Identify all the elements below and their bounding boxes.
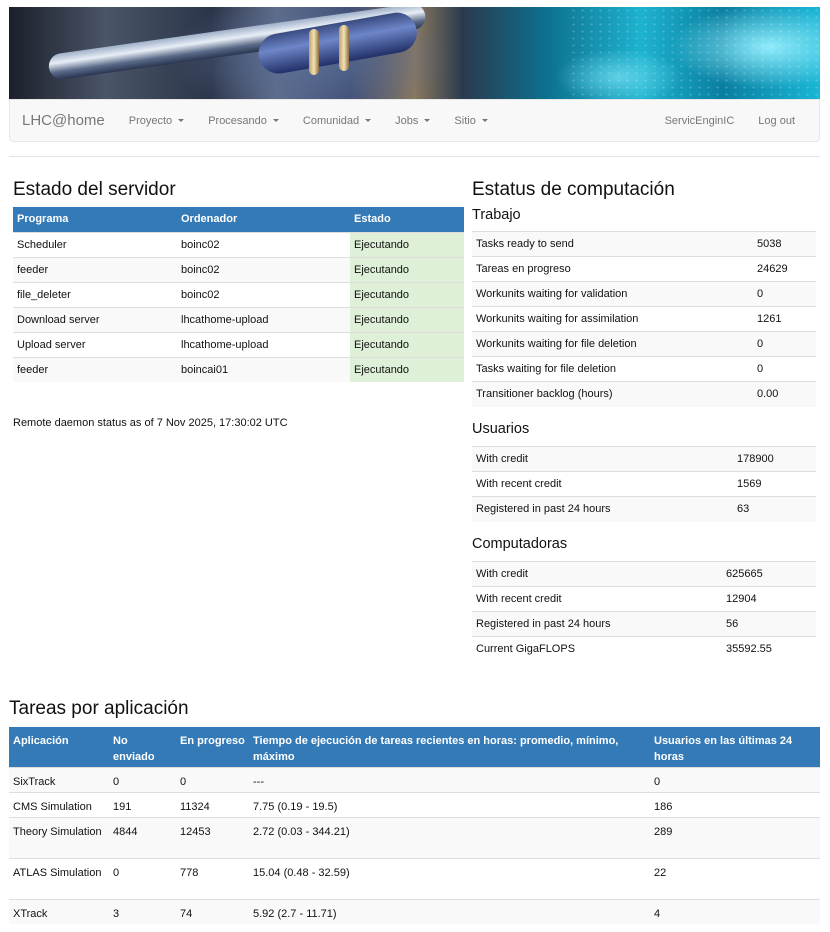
computadoras-title: Computadoras xyxy=(472,536,568,552)
status-badge: Ejecutando xyxy=(350,332,464,357)
status-badge: Ejecutando xyxy=(350,282,464,307)
table-row xyxy=(9,817,820,858)
table-row xyxy=(472,587,816,612)
table-row xyxy=(472,382,816,407)
stat-label: Tasks waiting for file deletion xyxy=(472,357,753,382)
runtime-stats: 5.92 (2.7 - 11.71) xyxy=(249,899,650,924)
table-row xyxy=(472,562,816,587)
server-status-title: Estado del servidor xyxy=(13,179,176,200)
table-row xyxy=(13,307,464,332)
column-header: No enviado xyxy=(109,727,176,767)
stat-label: Tasks ready to send xyxy=(472,232,753,257)
table-row xyxy=(9,899,820,924)
unsent-count: 0 xyxy=(109,858,176,899)
table-row xyxy=(13,357,464,382)
stat-value: 24629 xyxy=(753,257,816,282)
stat-label: Registered in past 24 hours xyxy=(472,612,722,637)
usuarios-table xyxy=(472,446,816,522)
menu-proyecto[interactable]: Proyecto xyxy=(117,115,196,127)
program-name: Download server xyxy=(13,307,177,332)
unsent-count: 0 xyxy=(109,767,176,792)
runtime-stats: 7.75 (0.19 - 19.5) xyxy=(249,792,650,817)
table-row xyxy=(472,257,816,282)
stat-label: Registered in past 24 hours xyxy=(472,497,733,522)
status-badge: Ejecutando xyxy=(350,257,464,282)
stat-label: With recent credit xyxy=(472,472,733,497)
stat-value: 625665 xyxy=(722,562,816,587)
app-name: ATLAS Simulation xyxy=(9,858,109,899)
column-header: En progreso xyxy=(176,727,249,767)
navbar xyxy=(9,99,820,142)
status-badge: Ejecutando xyxy=(350,357,464,382)
table-row xyxy=(472,332,816,357)
stat-label: With credit xyxy=(472,447,733,472)
computadoras-table xyxy=(472,561,816,662)
program-name: feeder xyxy=(13,357,177,382)
stat-value: 63 xyxy=(733,497,816,522)
computing-status-title: Estatus de computación xyxy=(472,179,675,200)
status-badge: Ejecutando xyxy=(350,232,464,257)
table-row xyxy=(472,232,816,257)
menu-sitio[interactable]: Sitio xyxy=(442,115,499,127)
usuarios-title: Usuarios xyxy=(472,421,530,437)
users-24h: 186 xyxy=(650,792,820,817)
stat-label: With recent credit xyxy=(472,587,722,612)
stat-label: Current GigaFLOPS xyxy=(472,637,722,662)
stat-value: 1569 xyxy=(733,472,816,497)
table-row xyxy=(472,612,816,637)
header-banner-image xyxy=(9,7,820,99)
runtime-stats: 15.04 (0.48 - 32.59) xyxy=(249,858,650,899)
server-status-table xyxy=(13,207,464,382)
table-row xyxy=(13,257,464,282)
app-name: Theory Simulation xyxy=(9,817,109,858)
users-24h: 0 xyxy=(650,767,820,792)
stat-label: Tareas en progreso xyxy=(472,257,753,282)
program-name: file_deleter xyxy=(13,282,177,307)
menu-jobs[interactable]: Jobs xyxy=(383,115,442,127)
table-row xyxy=(472,497,816,522)
table-row xyxy=(9,792,820,817)
stat-label: With credit xyxy=(472,562,722,587)
users-24h: 4 xyxy=(650,899,820,924)
caret-down-icon xyxy=(424,119,430,122)
users-24h: 289 xyxy=(650,817,820,858)
stat-value: 0.00 xyxy=(753,382,816,407)
column-header: Programa xyxy=(13,207,177,232)
stat-value: 0 xyxy=(753,357,816,382)
table-row xyxy=(13,282,464,307)
host-name: lhcathome-upload xyxy=(177,307,350,332)
unsent-count: 4844 xyxy=(109,817,176,858)
table-row xyxy=(13,232,464,257)
logout-link[interactable]: Log out xyxy=(758,114,795,127)
table-row xyxy=(13,332,464,357)
program-name: Scheduler xyxy=(13,232,177,257)
stat-value: 12904 xyxy=(722,587,816,612)
status-badge: Ejecutando xyxy=(350,307,464,332)
caret-down-icon xyxy=(482,119,488,122)
menu-comunidad[interactable]: Comunidad xyxy=(291,115,383,127)
table-row xyxy=(9,767,820,792)
trabajo-table xyxy=(472,231,816,407)
in-progress-count: 778 xyxy=(176,858,249,899)
column-header: Estado xyxy=(350,207,464,232)
apps-title: Tareas por aplicación xyxy=(9,698,189,719)
host-name: boinc02 xyxy=(177,232,350,257)
stat-value: 5038 xyxy=(753,232,816,257)
users-24h: 22 xyxy=(650,858,820,899)
host-name: boinc02 xyxy=(177,257,350,282)
unsent-count: 3 xyxy=(109,899,176,924)
table-row xyxy=(472,307,816,332)
host-name: boinc02 xyxy=(177,282,350,307)
user-link[interactable]: ServicEnginIC xyxy=(664,114,735,127)
stat-label: Transitioner backlog (hours) xyxy=(472,382,753,407)
program-name: Upload server xyxy=(13,332,177,357)
stat-value: 1261 xyxy=(753,307,816,332)
brand-link[interactable]: LHC@home xyxy=(22,112,105,129)
in-progress-count: 11324 xyxy=(176,792,249,817)
app-name: SixTrack xyxy=(9,767,109,792)
in-progress-count: 12453 xyxy=(176,817,249,858)
table-row xyxy=(472,447,816,472)
in-progress-count: 0 xyxy=(176,767,249,792)
table-row xyxy=(472,472,816,497)
host-name: lhcathome-upload xyxy=(177,332,350,357)
apps-table xyxy=(9,727,820,924)
unsent-count: 191 xyxy=(109,792,176,817)
in-progress-count: 74 xyxy=(176,899,249,924)
stat-label: Workunits waiting for validation xyxy=(472,282,753,307)
table-row xyxy=(9,858,820,899)
caret-down-icon xyxy=(178,119,184,122)
runtime-stats: 2.72 (0.03 - 344.21) xyxy=(249,817,650,858)
column-header: Tiempo de ejecución de tareas recientes en horas: promedio, mínimo, máximo xyxy=(249,727,650,767)
column-header: Usuarios en las últimas 24 horas xyxy=(650,727,820,767)
divider xyxy=(9,156,820,157)
stat-value: 0 xyxy=(753,332,816,357)
column-header: Aplicación xyxy=(9,727,109,767)
stat-value: 35592.55 xyxy=(722,637,816,662)
stat-label: Workunits waiting for file deletion xyxy=(472,332,753,357)
runtime-stats: --- xyxy=(249,767,650,792)
host-name: boincai01 xyxy=(177,357,350,382)
program-name: feeder xyxy=(13,257,177,282)
remote-daemon-status: Remote daemon status as of 7 Nov 2025, 17:30:02 UTC xyxy=(13,417,288,429)
table-row xyxy=(472,357,816,382)
caret-down-icon xyxy=(365,119,371,122)
stat-label: Workunits waiting for assimilation xyxy=(472,307,753,332)
trabajo-title: Trabajo xyxy=(472,207,521,223)
stat-value: 178900 xyxy=(733,447,816,472)
menu-procesando[interactable]: Procesando xyxy=(196,115,291,127)
app-name: CMS Simulation xyxy=(9,792,109,817)
column-header: Ordenador xyxy=(177,207,350,232)
table-row xyxy=(472,282,816,307)
table-row xyxy=(472,637,816,662)
caret-down-icon xyxy=(273,119,279,122)
stat-value: 56 xyxy=(722,612,816,637)
app-name: XTrack xyxy=(9,899,109,924)
stat-value: 0 xyxy=(753,282,816,307)
